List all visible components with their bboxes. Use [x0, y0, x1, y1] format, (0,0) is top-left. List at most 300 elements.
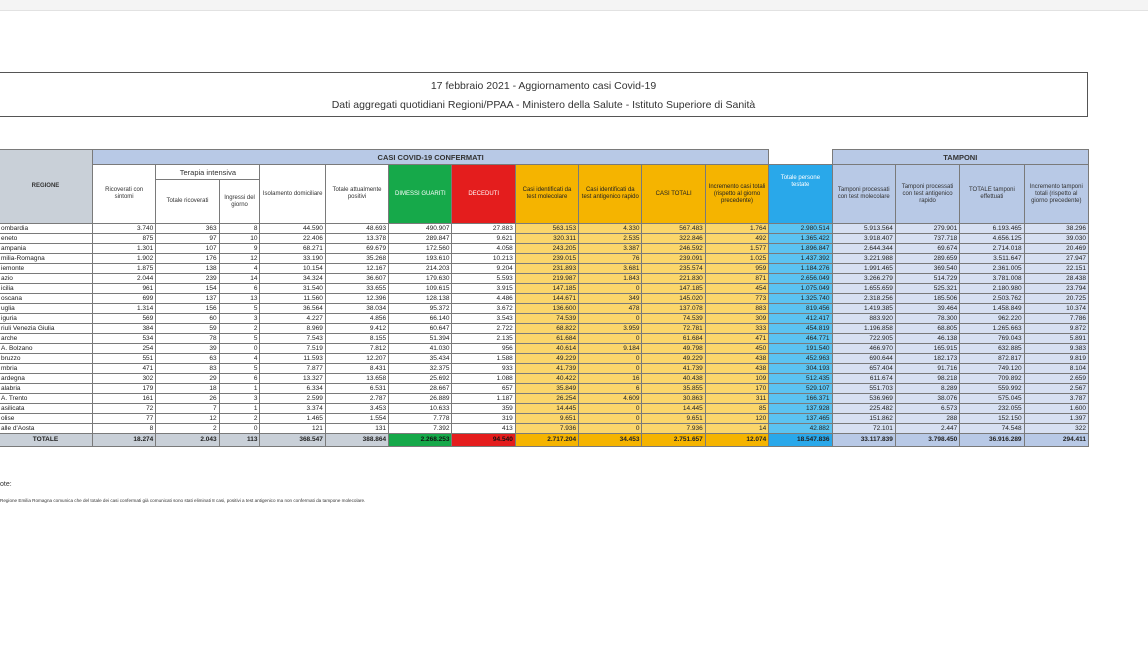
value-cell: 68.805	[895, 324, 959, 334]
value-cell: 161	[92, 394, 155, 404]
value-cell: 68.822	[515, 324, 578, 334]
value-cell: 1.875	[92, 264, 155, 274]
value-cell: 1.301	[92, 244, 155, 254]
value-cell: 61.684	[642, 334, 705, 344]
value-cell: 32.375	[389, 364, 452, 374]
value-cell: 3.787	[1024, 394, 1088, 404]
value-cell: 2.044	[92, 274, 155, 284]
total-value-cell: 294.411	[1024, 434, 1088, 447]
value-cell: 289.847	[389, 234, 452, 244]
value-cell: 121	[260, 424, 325, 434]
value-cell: 63	[156, 354, 219, 364]
value-cell: 9.621	[452, 234, 515, 244]
region-name-cell: iguria	[0, 314, 92, 324]
value-cell: 221.830	[642, 274, 705, 284]
value-cell: 72	[92, 404, 155, 414]
value-cell: 514.729	[895, 274, 959, 284]
value-cell: 709.892	[960, 374, 1024, 384]
value-cell: 36.607	[325, 274, 388, 284]
value-cell: 39	[156, 344, 219, 354]
value-cell: 1.465	[260, 414, 325, 424]
value-cell: 243.205	[515, 244, 578, 254]
value-cell: 1.196.858	[832, 324, 895, 334]
value-cell: 9.651	[515, 414, 578, 424]
value-cell: 22.406	[260, 234, 325, 244]
total-value-cell: 368.547	[260, 434, 325, 447]
value-cell: 412.417	[769, 314, 832, 324]
value-cell: 2.503.762	[960, 294, 1024, 304]
col-header-totale-positivi: Totale attualmente positivi	[325, 165, 388, 224]
total-value-cell: 18.274	[92, 434, 155, 447]
value-cell: 1.184.276	[769, 264, 832, 274]
value-cell: 749.120	[960, 364, 1024, 374]
table-row	[0, 294, 1089, 304]
value-cell: 4.609	[579, 394, 642, 404]
region-name-cell: bruzzo	[0, 354, 92, 364]
value-cell: 69.679	[325, 244, 388, 254]
table-row	[0, 424, 1089, 434]
value-cell: 13.658	[325, 374, 388, 384]
value-cell: 9.819	[1024, 354, 1088, 364]
value-cell: 12	[219, 254, 260, 264]
value-cell: 0	[579, 404, 642, 414]
value-cell: 4.656.125	[960, 234, 1024, 244]
value-cell: 109.615	[389, 284, 452, 294]
value-cell: 2	[156, 424, 219, 434]
value-cell: 6	[219, 284, 260, 294]
value-cell: 10.633	[389, 404, 452, 414]
value-cell: 154	[156, 284, 219, 294]
table-row	[0, 334, 1089, 344]
value-cell: 490.907	[389, 224, 452, 234]
value-cell: 3.915	[452, 284, 515, 294]
value-cell: 144.671	[515, 294, 578, 304]
value-cell: 0	[579, 334, 642, 344]
col-header-persone-testate: Totale persone testate	[769, 165, 832, 224]
value-cell: 107	[156, 244, 219, 254]
value-cell: 214.203	[389, 264, 452, 274]
region-name-cell: iemonte	[0, 264, 92, 274]
table-row	[0, 394, 1089, 404]
value-cell: 68.271	[260, 244, 325, 254]
value-cell: 1.419.385	[832, 304, 895, 314]
value-cell: 438	[705, 354, 768, 364]
value-cell: 4.058	[452, 244, 515, 254]
value-cell: 4.856	[325, 314, 388, 324]
value-cell: 1.265.663	[960, 324, 1024, 334]
value-cell: 3.221.988	[832, 254, 895, 264]
value-cell: 6.193.465	[960, 224, 1024, 234]
value-cell: 773	[705, 294, 768, 304]
value-cell: 33.190	[260, 254, 325, 264]
total-value-cell: 3.798.450	[895, 434, 959, 447]
table-row	[0, 234, 1089, 244]
value-cell: 41.030	[389, 344, 452, 354]
total-value-cell: 113	[219, 434, 260, 447]
covid-data-table	[0, 149, 1089, 447]
value-cell: 1.187	[452, 394, 515, 404]
value-cell: 0	[579, 414, 642, 424]
value-cell: 3.959	[579, 324, 642, 334]
value-cell: 1.075.049	[769, 284, 832, 294]
value-cell: 137.928	[769, 404, 832, 414]
col-header-deceduti: DECEDUTI	[452, 165, 515, 224]
value-cell: 20.725	[1024, 294, 1088, 304]
value-cell: 31.540	[260, 284, 325, 294]
value-cell: 11.593	[260, 354, 325, 364]
value-cell: 72.781	[642, 324, 705, 334]
value-cell: 413	[452, 424, 515, 434]
value-cell: 1.764	[705, 224, 768, 234]
value-cell: 1.088	[452, 374, 515, 384]
value-cell: 39.464	[895, 304, 959, 314]
value-cell: 1.437.392	[769, 254, 832, 264]
value-cell: 46.138	[895, 334, 959, 344]
value-cell: 151.862	[832, 414, 895, 424]
region-name-cell: azio	[0, 274, 92, 284]
value-cell: 0	[579, 424, 642, 434]
value-cell: 231.893	[515, 264, 578, 274]
value-cell: 42.882	[769, 424, 832, 434]
table-row	[0, 274, 1089, 284]
region-name-cell: ardegna	[0, 374, 92, 384]
col-header-tamponi-antigenico: Tamponi processati con test antigenico rapido	[895, 165, 959, 224]
value-cell: 35.855	[642, 384, 705, 394]
value-cell: 38.076	[895, 394, 959, 404]
value-cell: 4.227	[260, 314, 325, 324]
region-name-cell: alle d'Aosta	[0, 424, 92, 434]
value-cell: 78	[156, 334, 219, 344]
col-header-ricoverati: Ricoverati con sintomi	[92, 165, 155, 224]
value-cell: 2.980.514	[769, 224, 832, 234]
value-cell: 7.936	[515, 424, 578, 434]
section-header-casi: CASI COVID-19 CONFERMATI	[92, 150, 768, 165]
region-name-cell: eneto	[0, 234, 92, 244]
region-name-cell: ombardia	[0, 224, 92, 234]
value-cell: 8.104	[1024, 364, 1088, 374]
value-cell: 8	[92, 424, 155, 434]
value-cell: 529.107	[769, 384, 832, 394]
value-cell: 320.311	[515, 234, 578, 244]
total-value-cell: 12.074	[705, 434, 768, 447]
value-cell: 172.560	[389, 244, 452, 254]
value-cell: 3.681	[579, 264, 642, 274]
value-cell: 769.043	[960, 334, 1024, 344]
value-cell: 138	[156, 264, 219, 274]
value-cell: 48.693	[325, 224, 388, 234]
value-cell: 3.672	[452, 304, 515, 314]
value-cell: 872.817	[960, 354, 1024, 364]
notes-title: ote:	[0, 481, 12, 488]
value-cell: 309	[705, 314, 768, 324]
value-cell: 11.560	[260, 294, 325, 304]
value-cell: 41.739	[515, 364, 578, 374]
value-cell: 44.590	[260, 224, 325, 234]
value-cell: 1.588	[452, 354, 515, 364]
value-cell: 1.902	[92, 254, 155, 264]
value-cell: 176	[156, 254, 219, 264]
value-cell: 109	[705, 374, 768, 384]
value-cell: 2.180.980	[960, 284, 1024, 294]
col-header-isolamento: Isolamento domiciliare	[260, 165, 325, 224]
value-cell: 9.184	[579, 344, 642, 354]
value-cell: 12.396	[325, 294, 388, 304]
value-cell: 956	[452, 344, 515, 354]
value-cell: 239	[156, 274, 219, 284]
table-row	[0, 364, 1089, 374]
total-value-cell: 388.864	[325, 434, 388, 447]
value-cell: 40.438	[642, 374, 705, 384]
value-cell: 3.266.279	[832, 274, 895, 284]
value-cell: 819.456	[769, 304, 832, 314]
report-subtitle: Dati aggregati quotidiani Regioni/PPAA - Ministero della Salute - Istituto Superiore di Sanità	[331, 99, 756, 111]
table-row	[0, 314, 1089, 324]
value-cell: 3	[219, 314, 260, 324]
value-cell: 26.889	[389, 394, 452, 404]
value-cell: 3.453	[325, 404, 388, 414]
value-cell: 466.970	[832, 344, 895, 354]
value-cell: 363	[156, 224, 219, 234]
total-value-cell: 2.717.204	[515, 434, 578, 447]
value-cell: 722.905	[832, 334, 895, 344]
value-cell: 69.674	[895, 244, 959, 254]
value-cell: 182.173	[895, 354, 959, 364]
value-cell: 450	[705, 344, 768, 354]
value-cell: 60.647	[389, 324, 452, 334]
value-cell: 4.486	[452, 294, 515, 304]
value-cell: 478	[579, 304, 642, 314]
value-cell: 632.885	[960, 344, 1024, 354]
value-cell: 1.655.659	[832, 284, 895, 294]
value-cell: 13.378	[325, 234, 388, 244]
value-cell: 95.372	[389, 304, 452, 314]
col-header-casi-molecolare: Casi identificati da test molecolare	[515, 165, 578, 224]
value-cell: 3.543	[452, 314, 515, 324]
value-cell: 2.722	[452, 324, 515, 334]
value-cell: 464.771	[769, 334, 832, 344]
browser-top-bar	[0, 0, 1148, 11]
value-cell: 7.877	[260, 364, 325, 374]
value-cell: 14	[705, 424, 768, 434]
value-cell: 3.781.008	[960, 274, 1024, 284]
value-cell: 12.167	[325, 264, 388, 274]
col-header-incremento-tamponi: Incremento tamponi totali (rispetto al giorno precedente)	[1024, 165, 1088, 224]
value-cell: 12	[156, 414, 219, 424]
value-cell: 83	[156, 364, 219, 374]
value-cell: 563.153	[515, 224, 578, 234]
table-row	[0, 414, 1089, 424]
table-row	[0, 304, 1089, 314]
value-cell: 29	[156, 374, 219, 384]
value-cell: 7.786	[1024, 314, 1088, 324]
value-cell: 120	[705, 414, 768, 424]
value-cell: 36.564	[260, 304, 325, 314]
total-value-cell: 33.117.839	[832, 434, 895, 447]
total-value-cell: 2.751.657	[642, 434, 705, 447]
value-cell: 61.684	[515, 334, 578, 344]
value-cell: 166.371	[769, 394, 832, 404]
value-cell: 3.511.647	[960, 254, 1024, 264]
value-cell: 1.314	[92, 304, 155, 314]
value-cell: 165.915	[895, 344, 959, 354]
table-row	[0, 374, 1089, 384]
value-cell: 254	[92, 344, 155, 354]
value-cell: 471	[92, 364, 155, 374]
value-cell: 6.334	[260, 384, 325, 394]
value-cell: 137.465	[769, 414, 832, 424]
value-cell: 3.374	[260, 404, 325, 414]
total-value-cell: 2.043	[156, 434, 219, 447]
value-cell: 0	[219, 424, 260, 434]
table-row	[0, 354, 1089, 364]
value-cell: 191.540	[769, 344, 832, 354]
value-cell: 289.659	[895, 254, 959, 264]
value-cell: 384	[92, 324, 155, 334]
value-cell: 6	[579, 384, 642, 394]
value-cell: 962.220	[960, 314, 1024, 324]
value-cell: 0	[219, 344, 260, 354]
region-name-cell: alabria	[0, 384, 92, 394]
value-cell: 3.387	[579, 244, 642, 254]
value-cell: 72.101	[832, 424, 895, 434]
value-cell: 7	[156, 404, 219, 414]
value-cell: 27.947	[1024, 254, 1088, 264]
value-cell: 5	[219, 364, 260, 374]
value-cell: 5.913.564	[832, 224, 895, 234]
value-cell: 98.218	[895, 374, 959, 384]
value-cell: 7.392	[389, 424, 452, 434]
value-cell: 6	[219, 374, 260, 384]
value-cell: 551.703	[832, 384, 895, 394]
value-cell: 8.431	[325, 364, 388, 374]
value-cell: 657.404	[832, 364, 895, 374]
value-cell: 10.154	[260, 264, 325, 274]
value-cell: 322.846	[642, 234, 705, 244]
value-cell: 875	[92, 234, 155, 244]
value-cell: 2	[219, 414, 260, 424]
value-cell: 575.045	[960, 394, 1024, 404]
col-header-regione: REGIONE	[0, 150, 92, 224]
col-header-ti-totale: Totale ricoverati	[156, 180, 219, 224]
value-cell: 35.434	[389, 354, 452, 364]
value-cell: 51.394	[389, 334, 452, 344]
value-cell: 0	[579, 284, 642, 294]
value-cell: 26	[156, 394, 219, 404]
value-cell: 60	[156, 314, 219, 324]
value-cell: 219.987	[515, 274, 578, 284]
value-cell: 49.229	[642, 354, 705, 364]
value-cell: 567.483	[642, 224, 705, 234]
value-cell: 41.739	[642, 364, 705, 374]
value-cell: 1.458.849	[960, 304, 1024, 314]
value-cell: 9.383	[1024, 344, 1088, 354]
value-cell: 322	[1024, 424, 1088, 434]
value-cell: 18	[156, 384, 219, 394]
value-cell: 302	[92, 374, 155, 384]
value-cell: 25.692	[389, 374, 452, 384]
value-cell: 359	[452, 404, 515, 414]
value-cell: 2.567	[1024, 384, 1088, 394]
notes-text: Regione Emilia Romagna comunica che del totale dei casi confermati già comunicati sono stati eliminati 8 casi, positivi a test antigenico ma non confermati da tampone molecolare.	[0, 498, 366, 503]
value-cell: 7.936	[642, 424, 705, 434]
value-cell: 1.325.740	[769, 294, 832, 304]
region-name-cell: oscana	[0, 294, 92, 304]
value-cell: 8.289	[895, 384, 959, 394]
value-cell: 40.614	[515, 344, 578, 354]
value-cell: 657	[452, 384, 515, 394]
value-cell: 13	[219, 294, 260, 304]
value-cell: 611.674	[832, 374, 895, 384]
value-cell: 14	[219, 274, 260, 284]
value-cell: 225.482	[832, 404, 895, 414]
value-cell: 454	[705, 284, 768, 294]
col-header-ti-ingressi: Ingressi del giorno	[219, 180, 260, 224]
value-cell: 0	[579, 354, 642, 364]
value-cell: 137.078	[642, 304, 705, 314]
value-cell: 311	[705, 394, 768, 404]
value-cell: 185.506	[895, 294, 959, 304]
report-title-box	[0, 72, 1088, 117]
value-cell: 179.630	[389, 274, 452, 284]
value-cell: 699	[92, 294, 155, 304]
value-cell: 9.651	[642, 414, 705, 424]
value-cell: 9	[219, 244, 260, 254]
value-cell: 152.150	[960, 414, 1024, 424]
value-cell: 883.920	[832, 314, 895, 324]
value-cell: 525.321	[895, 284, 959, 294]
value-cell: 454.819	[769, 324, 832, 334]
value-cell: 239.015	[515, 254, 578, 264]
value-cell: 2.535	[579, 234, 642, 244]
value-cell: 239.091	[642, 254, 705, 264]
table-row	[0, 244, 1089, 254]
value-cell: 2.659	[1024, 374, 1088, 384]
value-cell: 2.447	[895, 424, 959, 434]
value-cell: 3.740	[92, 224, 155, 234]
value-cell: 40.422	[515, 374, 578, 384]
col-header-terapia-intensiva: Terapia intensiva	[156, 165, 260, 180]
value-cell: 933	[452, 364, 515, 374]
value-cell: 12.207	[325, 354, 388, 364]
value-cell: 156	[156, 304, 219, 314]
value-cell: 28.438	[1024, 274, 1088, 284]
table-row	[0, 344, 1089, 354]
table-row	[0, 384, 1089, 394]
value-cell: 3.918.407	[832, 234, 895, 244]
total-value-cell: 18.547.836	[769, 434, 832, 447]
value-cell: 33.655	[325, 284, 388, 294]
value-cell: 170	[705, 384, 768, 394]
value-cell: 883	[705, 304, 768, 314]
region-name-cell: arche	[0, 334, 92, 344]
value-cell: 235.574	[642, 264, 705, 274]
col-header-dimessi: DIMESSI GUARITI	[389, 165, 452, 224]
value-cell: 534	[92, 334, 155, 344]
value-cell: 136.600	[515, 304, 578, 314]
value-cell: 59	[156, 324, 219, 334]
value-cell: 2.714.018	[960, 244, 1024, 254]
total-row	[0, 434, 1089, 447]
value-cell: 145.020	[642, 294, 705, 304]
value-cell: 0	[579, 364, 642, 374]
value-cell: 76	[579, 254, 642, 264]
value-cell: 690.644	[832, 354, 895, 364]
value-cell: 10.213	[452, 254, 515, 264]
value-cell: 0	[579, 314, 642, 324]
value-cell: 7.778	[389, 414, 452, 424]
value-cell: 38.034	[325, 304, 388, 314]
table-row	[0, 324, 1089, 334]
